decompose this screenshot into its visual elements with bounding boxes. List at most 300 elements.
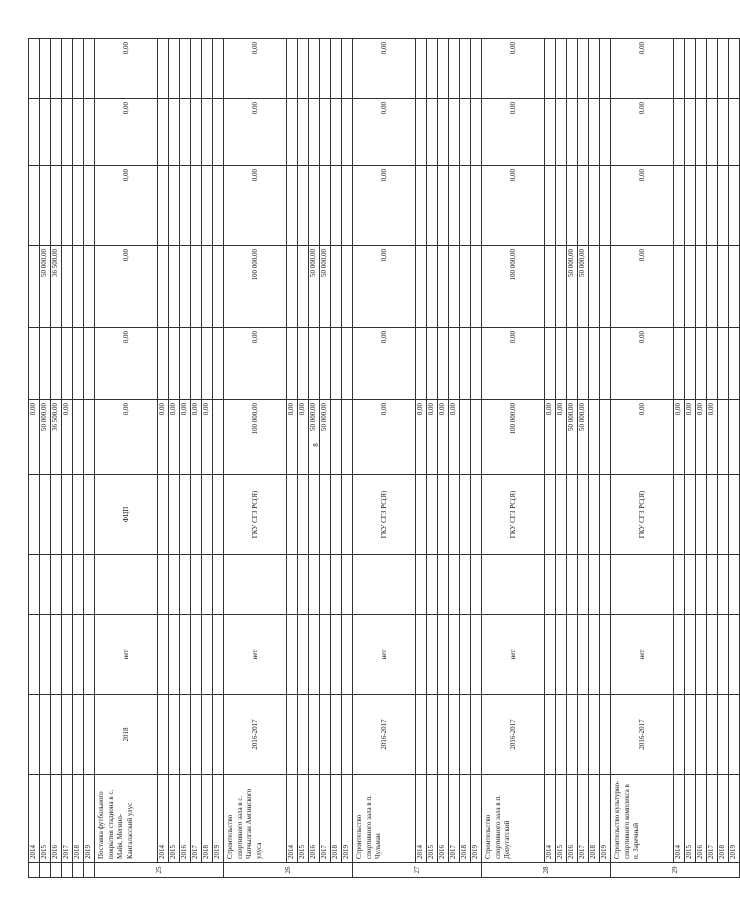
empty-cell [298,555,309,615]
value-cell [545,246,556,328]
empty-cell [180,615,191,695]
empty-cell [180,555,191,615]
value-cell [158,246,169,328]
project-number: 25 [95,863,224,878]
table-row [51,39,62,878]
empty-cell [309,328,320,400]
table-row [427,39,438,878]
empty-cell [438,475,449,555]
empty-cell [62,99,73,166]
empty-cell [545,615,556,695]
table-row [707,39,718,878]
empty-cell [320,39,331,99]
year-cell: 2019 [213,775,224,863]
empty-cell [438,695,449,775]
year-cell: 2015 [169,775,180,863]
empty-cell [62,166,73,246]
empty-cell [556,99,567,166]
empty-cell [213,99,224,166]
empty-cell [449,615,460,695]
value-cell [438,246,449,328]
empty-cell [471,695,482,775]
empty-cell [309,475,320,555]
empty-cell [589,555,600,615]
value-cell [718,246,729,328]
project-value: 0,00 [95,246,158,328]
table-row [471,39,482,878]
empty-cell [51,39,62,99]
empty-cell [471,166,482,246]
empty-cell [545,166,556,246]
empty-cell [331,99,342,166]
empty-cell [685,39,696,99]
empty-cell [29,475,40,555]
empty-cell [674,615,685,695]
empty-cell [213,555,224,615]
empty-cell [427,615,438,695]
empty-cell [84,39,95,99]
table-row [449,39,460,878]
project-value: 100 000,00 [482,400,545,475]
value-cell: 0,00 [674,400,685,475]
empty-cell [416,99,427,166]
empty-cell [578,328,589,400]
value-cell [460,246,471,328]
empty-cell [213,39,224,99]
empty-cell [202,99,213,166]
empty-cell [600,475,611,555]
empty-cell [707,695,718,775]
value-cell [180,246,191,328]
project-customer: ГКУ СГЗ РС(Я) [482,475,545,555]
empty-cell [298,39,309,99]
empty-cell [471,555,482,615]
year-cell: 2014 [287,775,298,863]
project-psd: нет [353,615,416,695]
empty-cell [438,166,449,246]
empty-cell [556,166,567,246]
project-value: 0,00 [95,39,158,99]
empty-cell [202,555,213,615]
empty-cell [40,615,51,695]
empty-cell [589,695,600,775]
project-owner [224,555,287,615]
value-cell: 0,00 [29,400,40,475]
project-row [224,39,287,878]
year-cell: 2017 [578,775,589,863]
empty-cell [427,695,438,775]
project-value: 100 000,00 [224,246,287,328]
year-cell: 2016 [309,775,320,863]
empty-cell [342,615,353,695]
empty-cell [342,475,353,555]
empty-cell [460,166,471,246]
page-number: 8 [312,443,320,447]
empty-cell [718,615,729,695]
empty-cell [556,555,567,615]
value-cell [202,246,213,328]
empty-cell [449,555,460,615]
empty-cell [685,99,696,166]
year-cell: 2015 [40,775,51,863]
empty-cell [567,615,578,695]
number-cell [51,863,62,878]
project-psd: нет [482,615,545,695]
empty-cell [51,99,62,166]
project-value: 0,00 [224,166,287,246]
empty-cell [556,615,567,695]
empty-cell [729,695,740,775]
value-cell [427,246,438,328]
table-body [29,39,740,878]
empty-cell [545,695,556,775]
empty-cell [40,166,51,246]
empty-cell [51,615,62,695]
empty-cell [342,695,353,775]
empty-cell [169,99,180,166]
year-cell: 2016 [438,775,449,863]
empty-cell [729,615,740,695]
project-customer: ФЦП [95,475,158,555]
empty-cell [600,555,611,615]
empty-cell [84,475,95,555]
year-cell: 2017 [320,775,331,863]
empty-cell [169,39,180,99]
year-cell: 2016 [51,775,62,863]
empty-cell [729,475,740,555]
empty-cell [449,328,460,400]
value-cell [213,400,224,475]
table-row [309,39,320,878]
value-cell: 0,00 [696,400,707,475]
value-cell: 50 000,00 [578,400,589,475]
empty-cell [287,166,298,246]
value-cell: 0,00 [287,400,298,475]
year-cell: 2019 [84,775,95,863]
table-row [73,39,84,878]
empty-cell [51,695,62,775]
project-name: Строительство культурно-спортивного комплекса в п. Заречный [611,775,674,863]
table-row [287,39,298,878]
value-cell [169,246,180,328]
value-cell [600,246,611,328]
empty-cell [29,99,40,166]
empty-cell [449,475,460,555]
empty-cell [158,555,169,615]
project-period: 2018 [95,695,158,775]
project-value: 0,00 [95,99,158,166]
project-value: 0,00 [482,39,545,99]
empty-cell [427,328,438,400]
empty-cell [685,615,696,695]
empty-cell [438,39,449,99]
project-psd: нет [224,615,287,695]
project-value: 0,00 [95,166,158,246]
empty-cell [287,328,298,400]
value-cell [331,400,342,475]
table-row [202,39,213,878]
empty-cell [696,615,707,695]
empty-cell [589,39,600,99]
empty-cell [40,99,51,166]
table-row [191,39,202,878]
project-value: 0,00 [611,99,674,166]
empty-cell [685,328,696,400]
value-cell: 0,00 [438,400,449,475]
empty-cell [169,695,180,775]
table-row [62,39,73,878]
value-cell [460,400,471,475]
empty-cell [696,39,707,99]
value-cell [73,400,84,475]
empty-cell [298,615,309,695]
empty-cell [202,39,213,99]
empty-cell [545,475,556,555]
project-value: 0,00 [482,99,545,166]
empty-cell [180,99,191,166]
rotated-page [28,39,737,878]
empty-cell [589,615,600,695]
empty-cell [287,99,298,166]
number-cell [40,863,51,878]
empty-cell [73,99,84,166]
empty-cell [578,99,589,166]
empty-cell [29,328,40,400]
empty-cell [40,555,51,615]
empty-cell [84,695,95,775]
year-cell: 2014 [29,775,40,863]
table-row [696,39,707,878]
empty-cell [298,328,309,400]
empty-cell [191,39,202,99]
year-cell: 2017 [449,775,460,863]
empty-cell [707,615,718,695]
empty-cell [578,695,589,775]
empty-cell [718,695,729,775]
empty-cell [729,99,740,166]
project-customer: ГКУ СГЗ РС(Я) [611,475,674,555]
empty-cell [545,555,556,615]
value-cell: 50 000,00 [567,246,578,328]
empty-cell [169,555,180,615]
empty-cell [298,166,309,246]
empty-cell [416,615,427,695]
empty-cell [331,39,342,99]
empty-cell [213,475,224,555]
empty-cell [545,328,556,400]
value-cell [471,246,482,328]
project-number: 29 [611,863,740,878]
empty-cell [589,166,600,246]
empty-cell [460,328,471,400]
year-cell: 2014 [545,775,556,863]
empty-cell [416,328,427,400]
empty-cell [707,555,718,615]
empty-cell [331,328,342,400]
empty-cell [298,99,309,166]
empty-cell [158,99,169,166]
empty-cell [460,555,471,615]
empty-cell [438,615,449,695]
empty-cell [696,475,707,555]
empty-cell [320,328,331,400]
project-name: Поставка футбольного покрытия стадиона в с. Майя, Мегино-Кангаласский улус [95,775,158,863]
empty-cell [718,39,729,99]
empty-cell [40,328,51,400]
empty-cell [202,475,213,555]
project-value: 0,00 [611,166,674,246]
value-cell [62,246,73,328]
empty-cell [685,475,696,555]
empty-cell [29,166,40,246]
empty-cell [309,615,320,695]
empty-cell [213,695,224,775]
table-row [438,39,449,878]
year-cell: 2016 [567,775,578,863]
empty-cell [40,475,51,555]
project-value: 0,00 [95,328,158,400]
empty-cell [460,475,471,555]
empty-cell [331,615,342,695]
project-name: Строительство спортивного зала в п. Чульман [353,775,416,863]
empty-cell [578,166,589,246]
value-cell [707,246,718,328]
value-cell [600,400,611,475]
value-cell [471,400,482,475]
empty-cell [320,615,331,695]
empty-cell [600,99,611,166]
empty-cell [567,555,578,615]
empty-cell [729,328,740,400]
empty-cell [578,555,589,615]
empty-cell [589,475,600,555]
table-row [213,39,224,878]
empty-cell [287,695,298,775]
empty-cell [51,475,62,555]
year-cell: 2015 [685,775,696,863]
empty-cell [213,615,224,695]
project-customer: ГКУ СГЗ РС(Я) [353,475,416,555]
empty-cell [73,166,84,246]
year-cell: 2017 [191,775,202,863]
value-cell [674,246,685,328]
empty-cell [427,39,438,99]
project-owner [611,555,674,615]
empty-cell [438,99,449,166]
empty-cell [600,328,611,400]
empty-cell [51,166,62,246]
empty-cell [342,328,353,400]
table-row [600,39,611,878]
table-row [674,39,685,878]
empty-cell [29,615,40,695]
project-period: 2016-2017 [353,695,416,775]
table-row [158,39,169,878]
empty-cell [320,166,331,246]
year-cell: 2018 [589,775,600,863]
project-value: 0,00 [482,166,545,246]
year-cell: 2018 [202,775,213,863]
empty-cell [169,615,180,695]
value-cell [696,246,707,328]
table-row [180,39,191,878]
project-period: 2016-2017 [224,695,287,775]
table-row [685,39,696,878]
value-cell: 0,00 [191,400,202,475]
empty-cell [685,695,696,775]
empty-cell [674,39,685,99]
value-cell: 36 500,00 [51,246,62,328]
empty-cell [84,615,95,695]
value-cell: 0,00 [169,400,180,475]
empty-cell [73,328,84,400]
empty-cell [342,555,353,615]
year-cell: 2017 [62,775,73,863]
empty-cell [180,328,191,400]
empty-cell [707,99,718,166]
project-value: 0,00 [482,328,545,400]
empty-cell [191,99,202,166]
project-value: 0,00 [224,328,287,400]
empty-cell [471,99,482,166]
empty-cell [471,475,482,555]
empty-cell [438,555,449,615]
empty-cell [73,615,84,695]
empty-cell [73,555,84,615]
value-cell: 0,00 [707,400,718,475]
project-row [95,39,158,878]
empty-cell [158,166,169,246]
table-row [718,39,729,878]
empty-cell [567,99,578,166]
empty-cell [62,475,73,555]
year-cell: 2018 [331,775,342,863]
value-cell [729,400,740,475]
empty-cell [578,475,589,555]
year-cell: 2019 [471,775,482,863]
table-row [578,39,589,878]
empty-cell [460,615,471,695]
table-row [545,39,556,878]
empty-cell [696,555,707,615]
empty-cell [556,328,567,400]
empty-cell [589,99,600,166]
value-cell [287,246,298,328]
empty-cell [707,475,718,555]
number-cell [84,863,95,878]
empty-cell [427,166,438,246]
empty-cell [191,475,202,555]
empty-cell [438,328,449,400]
empty-cell [729,555,740,615]
number-cell [62,863,73,878]
value-cell: 50 000,00 [567,400,578,475]
empty-cell [545,99,556,166]
project-name: Строительство спортивного зала в с. Чапчылган Амгинского улуса [224,775,287,863]
table-row [331,39,342,878]
empty-cell [62,328,73,400]
value-cell: 0,00 [298,400,309,475]
empty-cell [556,39,567,99]
value-cell [449,246,460,328]
project-owner [353,555,416,615]
empty-cell [416,39,427,99]
table-row [29,39,40,878]
year-cell: 2019 [600,775,611,863]
value-cell [73,246,84,328]
empty-cell [62,695,73,775]
empty-cell [729,39,740,99]
